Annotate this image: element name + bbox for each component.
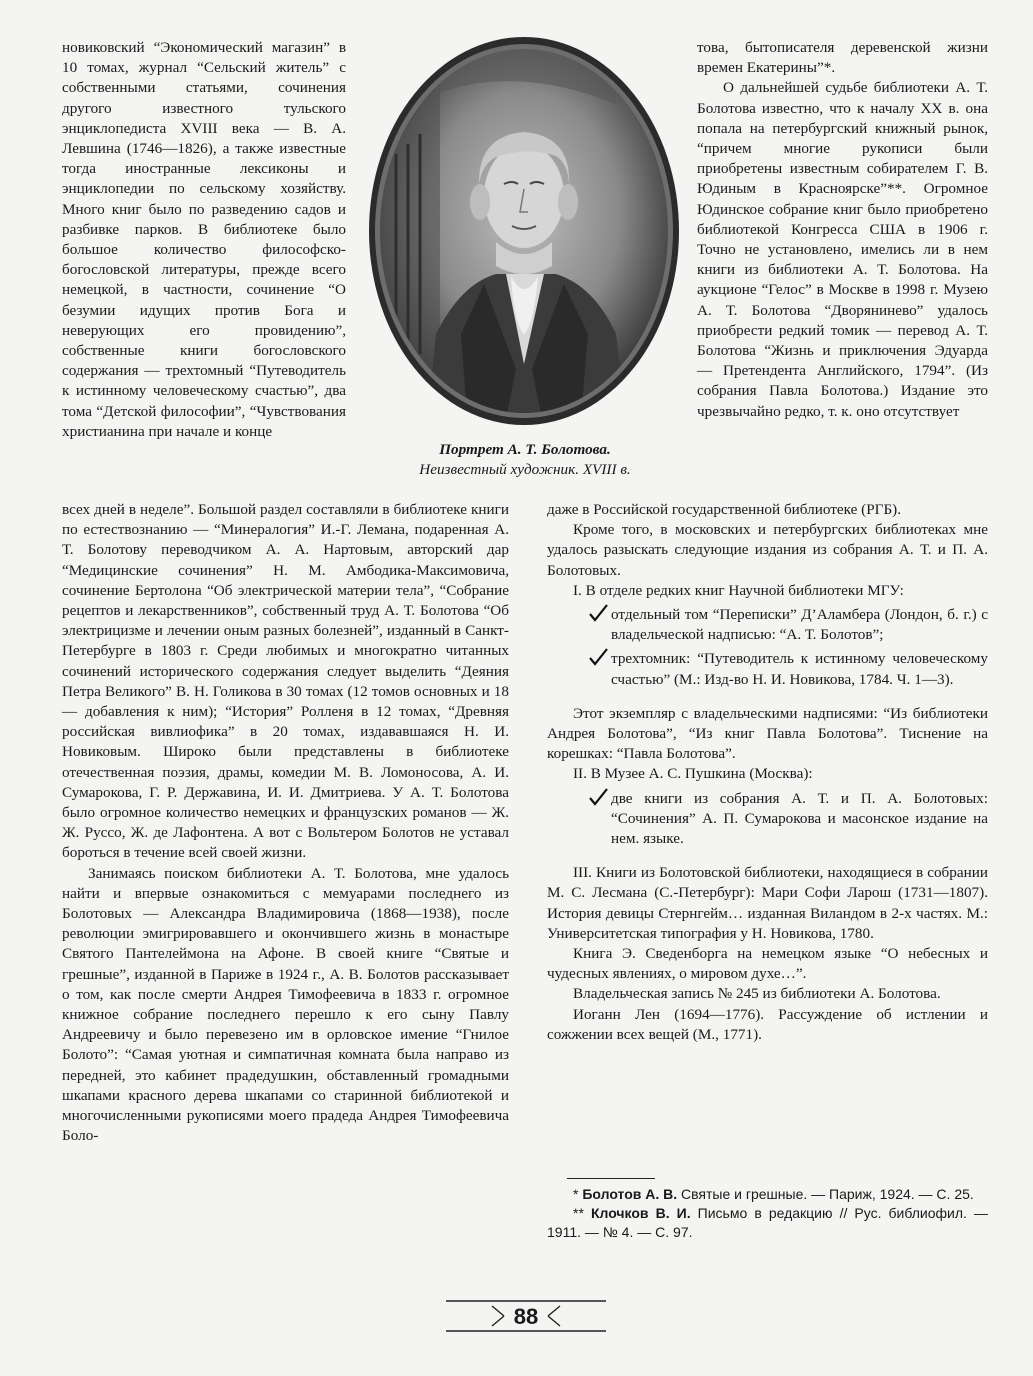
text-column-right-top: [697, 38, 988, 422]
checkmark-icon: [587, 603, 609, 623]
paragraph: III. Книги из Болотовской библиотеки, находящиеся в собрании М. С. Лесмана (С.-Петербург): Мари Софи Ларош (1731—1807). История девицы Стернгейм… изданная Виландом в 2-х частях. М.: Университетская типография у Н. Новикова, 1780.: [547, 864, 988, 942]
list-item: [547, 789, 988, 850]
paragraph: Иоганн Лен (1694—1776). Рассуждение об истлении и сожжении всех вещей (М., 1771).: [547, 1005, 988, 1043]
paragraph: Занимаясь поиском библиотеки А. Т. Болотова, мне удалось найти и впервые ознакомиться с мемуарами последнего из Болотовых — Александра Владимировича (1868—1938), после революции эмигрировавшего и окончившего жизнь в монастыре Святого Пантелеймона на Афоне. В своей книге “Святые и грешные”, изданной в Париже в 1924 г., А. В. Болотов рассказывает о том, как после смерти Андрея Тимофеевича в 1833 г. огромное книжное собрание последнего перешло к его сыну Павлу Андреевичу и было перевезено им в орловское имение “Гнилое Болото”: “Самая уютная и симпатичная комната была направо из передней, это кабинет прадедушкин, обставленный громадными шкапами красного дерева шкапами со старинной библиотекой и многочисленными рукописями моего прадеда Андрея Тимофеевича Боло-: [62, 864, 509, 1145]
text-column-left: [62, 500, 509, 1147]
list-item-text: отдельный том “Переписки” Д’Аламбера (Лондон, б. г.) с владельческой надписью: “А. Т. Болотов”;: [611, 606, 988, 644]
paragraph: Владельческая запись № 245 из библиотеки А. Болотова.: [573, 985, 941, 1003]
paragraph: всех дней в неделе”. Большой раздел составляли в библиотеке книги по естествознанию — “Минералогия” И.-Г. Лемана, подаренная А. Т. Болотову переводчиком А. А. Нартовым, авторский дар “Медицинские сочинения” Н. М. Амбодика-Максимовича, сочинение Бертолона “Об электрической материи тела”, “Собрание рецептов и лекарственников”, собственный труд А. Т. Болотова “Об электрицизме и лечении оным разных болезней”, изданный в Санкт-Петербурге в 1803 г. Среди любимых и многократно читанных сочинений исторического содержания следует выделить “Деяния Петра Великого” В. Н. Голикова в 30 томах (12 томов основных и 18 — добавления к ним); “История” Ролленя в 12 томах, “Древняя российская вивлиофика” в 20 томах, издававшаяся Н. И. Новиковым. Широко были представлены в библиотеке отечественная поэзия, драмы, комедии М. В. Ломоносова, А. И. Сумарокова, Г. Р. Державина, И. И. Дмитриева. У А. Т. Болотова было огромное количество немецких и французских романов — Ж. Ж. Руссо, Ж. де Лафонтена. А вот с Вольтером Болотов не уставал бороться в течение всей своей жизни.: [62, 501, 509, 862]
paragraph: Кроме того, в московских и петербургских библиотеках мне удалось разыскать следующие издания из собрания А. Т. и П. А. Болотовых.: [547, 521, 988, 579]
section-heading: I. В отделе редких книг Научной библиотеки МГУ:: [573, 581, 904, 599]
page-number-block: [446, 1298, 606, 1334]
list-item: [547, 649, 988, 689]
section-heading: II. В Музее А. С. Пушкина (Москва):: [573, 765, 813, 783]
paragraph: Этот экземпляр с владельческими надписями: “Из библиотеки Андрея Болотова”, “Из книг Павла Болотова”. Тиснение на корешках: “Павла Болотова”.: [547, 704, 988, 763]
caption-title: Портрет А. Т. Болотова.: [439, 441, 611, 458]
portrait-image: [366, 34, 683, 428]
checkmark-icon: [587, 787, 609, 807]
list-item: [547, 605, 988, 645]
caption-subtitle: Неизвестный художник. XVIII в.: [419, 461, 631, 478]
footnote: ** Клочков В. И. Письмо в редакцию // Рус. библиофил. — 1911. — № 4. — С. 97.: [547, 1205, 988, 1240]
text-column-right: [547, 500, 988, 1045]
footnotes: [547, 1185, 988, 1242]
footnote-divider: [567, 1178, 655, 1179]
text-column-left-top: [62, 38, 346, 442]
paragraph: Книга Э. Сведенборга на немецком языке “О небесных и чудесных явлениях, о мировом духе…”.: [547, 945, 988, 983]
paragraph: новиковский “Экономический магазин” в 10 томах, журнал “Сельский житель” с собственными статьями, сочинения другого известного тульского энциклопедиста XVIII века — В. А. Левшина (1746—1826), а также известные тогда иностранные лексиконы и энциклопедии по сельскому хозяйству. Много книг было по разведению садов и разбивке парков. В библиотеке было большое количество философско-богословской литературы, прежде всего немецкой, в частности, сочинение “О безумии идущих против Бога и неверующих его провидению”, собственные книги богословского содержания — трехтомный “Путеводитель к истинному человеческому счастью”, два тома “Детской философии”, “Чувствования христианина при начале и конце: [62, 39, 346, 440]
paragraph: това, бытописателя деревенской жизни времен Екатерины”*.: [697, 39, 988, 77]
paragraph: даже в Российской государственной библиотеке (РГБ).: [547, 501, 902, 518]
list-item-text: трехтомник: “Путеводитель к истинному человеческому счастью” (М.: Изд-во Н. И. Новикова, 1784. Ч. 1—3).: [611, 650, 988, 688]
paragraph: О дальнейшей судьбе библиотеки А. Т. Болотова известно, что к началу XX в. она попала на петербургский книжный рынок, “причем многие рукописи были приобретены известным собирателем Г. В. Юдиным в Красноярске”**. Огромное Юдинское собрание книг было приобретено библиотекой Конгресса США в 1906 г. Точно не установлено, имелись ли в нем книги из библиотеки А. Т. Болотова. На аукционе “Гелос” в Москве в 1998 г. Музею А. Т. Болотова “Дворянинево” удалось приобрести редкий томик — перевод А. Т. Болотова “Жизнь и приключения Эдуарда — Претендента Английского, 1794”. (Из собрания Павла Болотова.) Издание это чрезвычайно редко, т. к. оно отсутствует: [697, 79, 988, 420]
checkmark-icon: [587, 647, 609, 667]
portrait-caption: [360, 440, 690, 480]
page-number: 88: [513, 1304, 539, 1329]
footnote: * Болотов А. В. Святые и грешные. — Париж, 1924. — С. 25.: [573, 1186, 974, 1202]
list-item-text: две книги из собрания А. Т. и П. А. Болотовых: “Сочинения” А. П. Сумарокова и масонское издание на нем. языке.: [611, 789, 988, 848]
